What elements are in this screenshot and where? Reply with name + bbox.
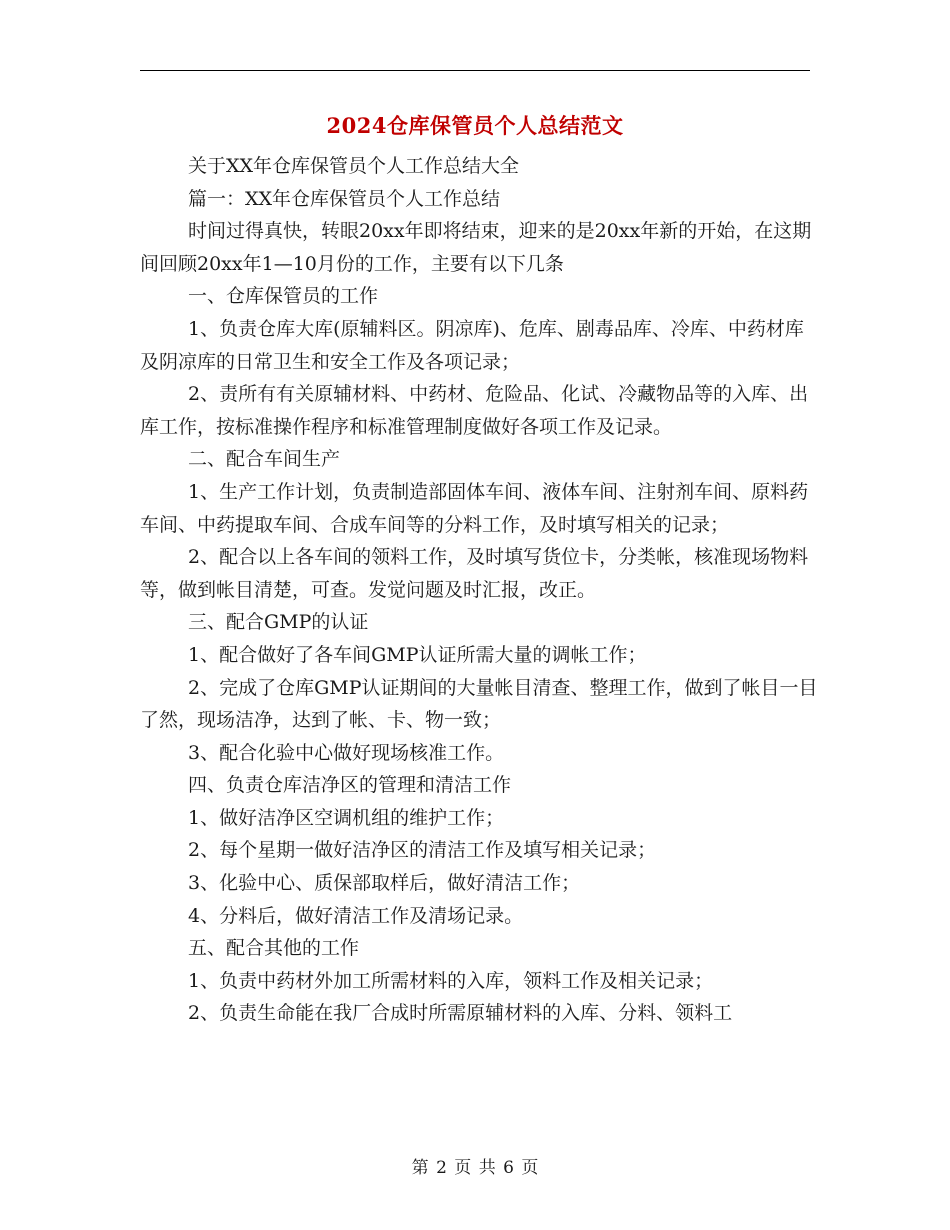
paragraph: 3、配合化验中心做好现场核准工作。 [188,741,505,764]
paragraph: 关于XX年仓库保管员个人工作总结大全 [188,155,520,177]
paragraph: 2、配合以上各车间的领料工作，及时填写货位卡，分类帐，核准现场物料等，做到帐目清楚，可查。发觉问题及时汇报，改正。 [140,546,809,601]
document-body [140,150,820,1030]
section-heading: 五、配合其他的工作 [188,937,360,960]
section-heading: 一、仓库保管员的工作 [188,285,379,308]
section-heading: 四、负责仓库洁净区的管理和清洁工作 [188,774,512,797]
paragraph: 1、负责中药材外加工所需材料的入库，领料工作及相关记录； [188,969,714,992]
paragraph: 2、责所有有关原辅材料、中药材、危险品、化试、冷藏物品等的入库、出库工作，按标准操作程序和标准管理制度做好各项工作及记录。 [140,383,809,438]
paragraph: 4、分料后，做好清洁工作及清场记录。 [188,904,524,927]
page-number: 第 2 页 共 6 页 [411,1158,539,1178]
section-heading: 三、配合GMP的认证 [188,611,369,634]
paragraph: 2、负责生命能在我厂合成时所需原辅材料的入库、分料、领料工 [188,1002,733,1025]
paragraph: 篇一：XX年仓库保管员个人工作总结 [188,187,501,210]
paragraph: 2、完成了仓库GMP认证期间的大量帐目清查、整理工作，做到了帐目一目了然，现场洁净，达到了帐、卡、物一致； [140,676,818,732]
paragraph: 时间过得真快，转眼20xx年即将结束，迎来的是20xx年新的开始，在这期间回顾20xx年1—10月份的工作，主要有以下几条 [140,220,812,275]
paragraph: 1、生产工作计划，负责制造部固体车间、液体车间、注射剂车间、原料药车间、中药提取车间、合成车间等的分料工作，及时填写相关的记录； [140,480,809,536]
header-rule [140,70,810,71]
paragraph: 3、化验中心、质保部取样后，做好清洁工作； [188,872,581,895]
paragraph: 2、每个星期一做好洁净区的清洁工作及填写相关记录； [188,839,657,862]
paragraph: 1、负责仓库大库(原辅料区。阴凉库)、危库、剧毒品库、冷库、中药材库及阴凉库的日常卫生和安全工作及各项记录； [140,317,804,373]
section-heading: 二、配合车间生产 [188,448,341,471]
paragraph: 1、做好洁净区空调机组的维护工作； [188,806,505,829]
document-title: 2024仓库保管员个人总结范文 [326,113,624,138]
paragraph: 1、配合做好了各车间GMP认证所需大量的调帐工作； [188,643,647,666]
